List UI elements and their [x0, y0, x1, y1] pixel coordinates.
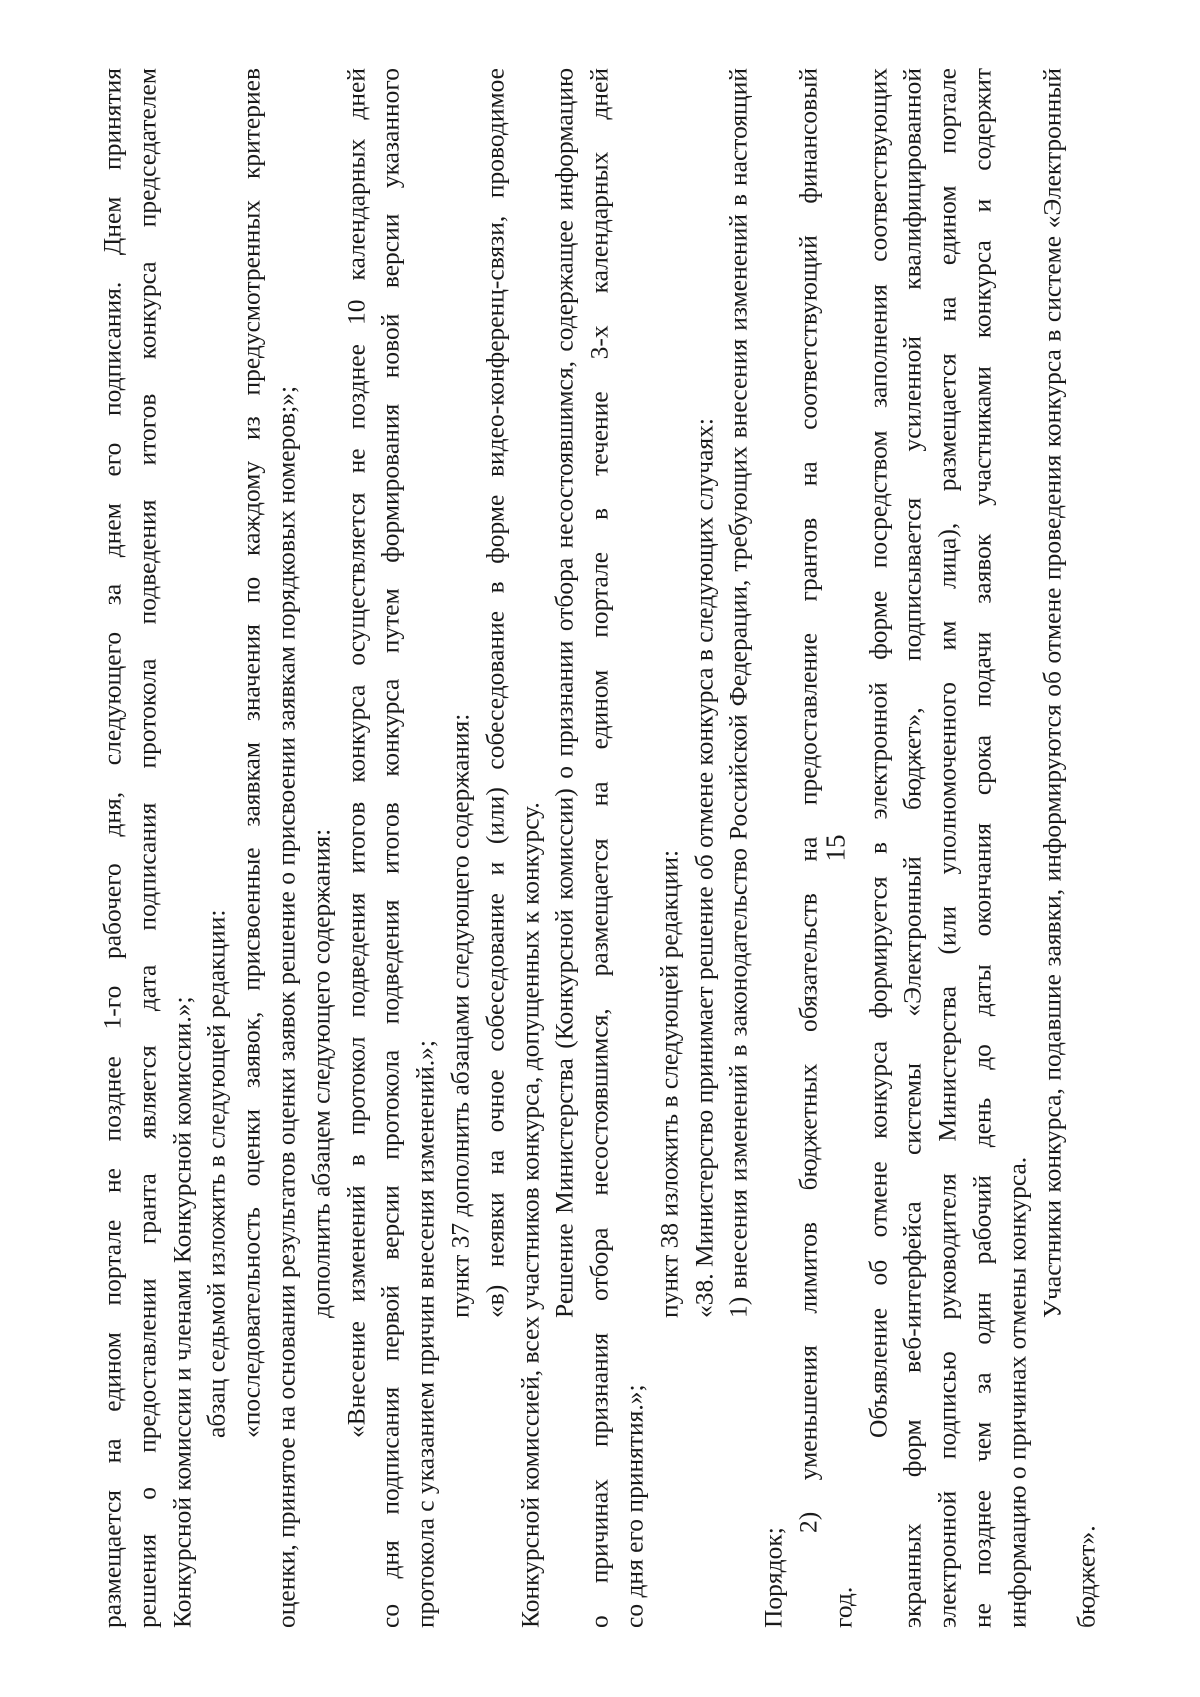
- text-line: экранных форм веб-интерфейса системы «Электронный бюджет», подписывается усиленной квалифицированной: [897, 68, 927, 1628]
- text-line: Объявление об отмене конкурса формируется в электронной форме посредством заполнения соответствующих: [862, 68, 892, 1438]
- text-line: размещается на едином портале не позднее 1-го рабочего дня, следующего за днем его подписания. Днем принятия: [97, 68, 127, 1628]
- text-line: электронной подписью руководителя Министерства (или уполномоченного им лица), размещается на едином портале: [932, 68, 962, 1628]
- text-line: бюджет».: [1071, 1525, 1101, 1628]
- text-line: Решение Министерства (Конкурсной комиссии) о признании отбора несостоявшимся, содержащее информацию: [549, 68, 579, 1318]
- text-line: пункт 38 изложить в следующей редакции:: [654, 849, 684, 1318]
- text-line: со дня подписания первой версии протокола подведения итогов конкурса путем формирования новой версии указанного: [375, 68, 405, 1628]
- text-line: оценки, принятое на основании результатов оценки заявок решение о присвоении заявкам порядковых номеров;»;: [271, 385, 301, 1628]
- text-line: со дня его принятия.»;: [619, 1384, 649, 1628]
- text-line: 1) внесения изменений в законодательство Российской Федерации, требующих внесения изменений в настоящий: [723, 68, 753, 1318]
- text-line: информацию о причинах отмены конкурса.: [1002, 1156, 1032, 1628]
- text-line: решения о предоставлении гранта является дата подписания протокола подведения итогов конкурса председателем: [132, 68, 162, 1628]
- text-line: о причинах признания отбора несостоявшимся, размещается на едином портале в течение 3-х календарных дней: [584, 68, 614, 1628]
- text-line: 2) уменьшения лимитов бюджетных обязательств на предоставление грантов на соответствующий финансовый: [793, 68, 823, 1533]
- text-line: дополнить абзацем следующего содержания:: [306, 828, 336, 1318]
- text-line: Участники конкурса, подавшие заявки, информируются об отмене проведения конкурса в системе «Электронный: [1036, 68, 1066, 1318]
- text-line: Конкурсной комиссией, всех участников конкурса, допущенных к конкурсу.: [515, 802, 545, 1628]
- text-line: пункт 37 дополнить абзацами следующего содержания:: [445, 713, 475, 1318]
- text-line: Конкурсной комиссии и членами Конкурсной комиссии.»;: [167, 996, 197, 1628]
- text-line: не позднее чем за один рабочий день до даты окончания срока подачи заявок участниками конкурса и содержит: [967, 68, 997, 1628]
- text-line: «в) неявки на очное собеседование и (или) собеседование в форме видео-конференц-связи, проводимое: [480, 68, 510, 1318]
- text-line: год.: [828, 1586, 858, 1628]
- text-line: абзац седьмой изложить в следующей редакции:: [201, 909, 231, 1438]
- text-line: «последовательность оценки заявок, присвоенные заявкам значения по каждому из предусмотренных критериев: [236, 68, 266, 1438]
- text-line: Порядок;: [758, 1527, 788, 1628]
- text-line: «38. Министерство принимает решение об отмене конкурса в следующих случаях:: [688, 418, 718, 1318]
- text-line: «Внесение изменений в протокол подведения итогов конкурса осуществляется не позднее 10 календарных дней: [341, 68, 371, 1438]
- page-number: 15: [820, 834, 851, 862]
- text-line: протокола с указанием причин внесения изменений.»;: [410, 1039, 440, 1628]
- document-body: [95, 68, 1104, 1628]
